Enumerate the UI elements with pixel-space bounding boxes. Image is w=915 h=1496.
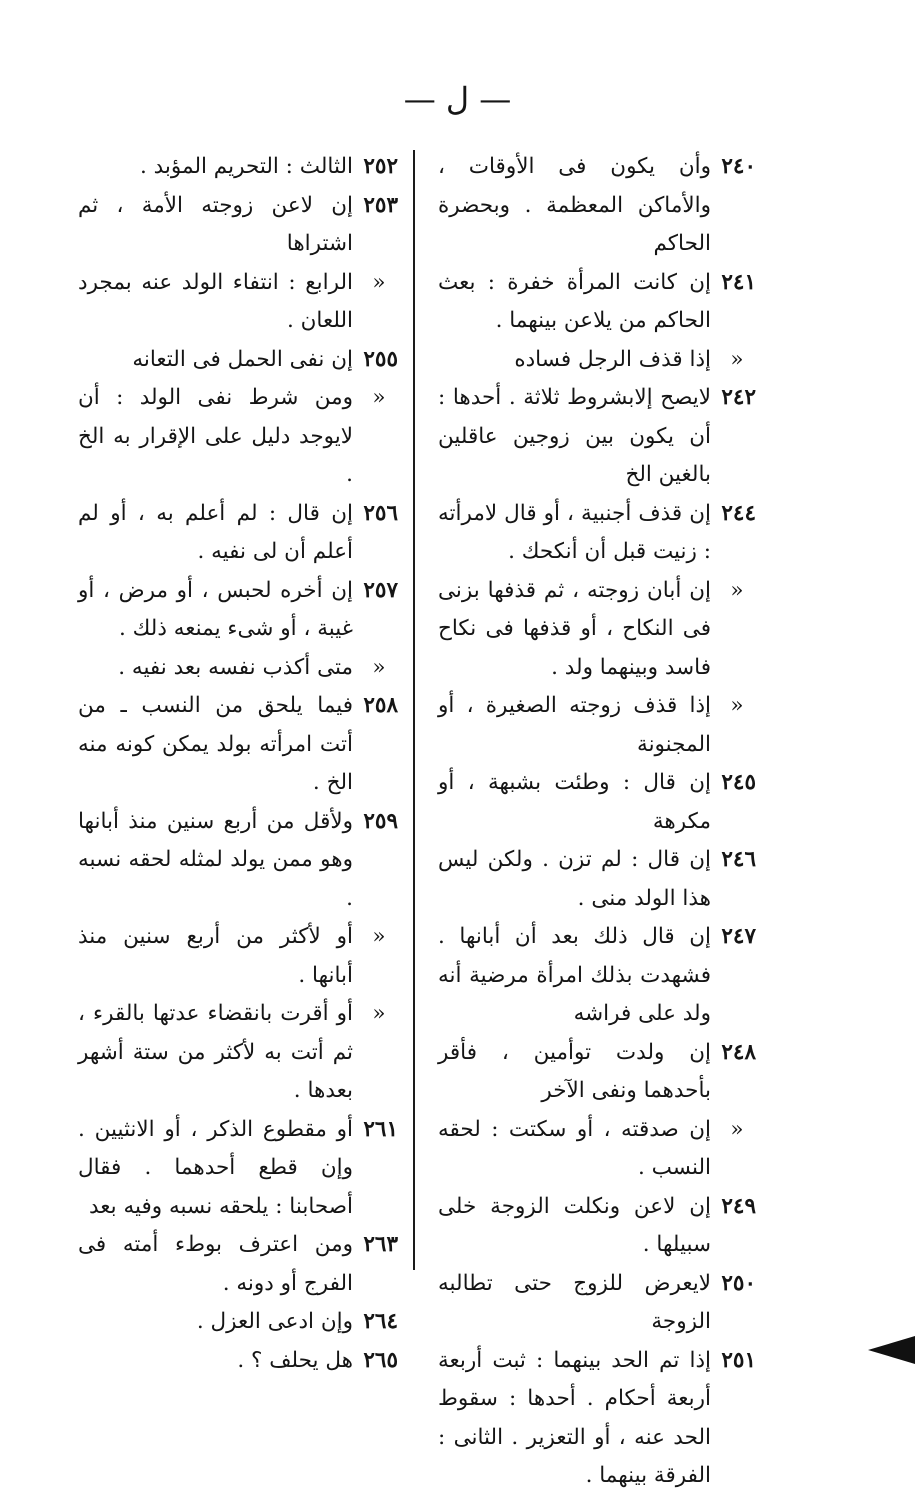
entry-number: ٢٤٥ bbox=[721, 770, 756, 795]
entry-number: ٢٤٢ bbox=[721, 385, 756, 410]
entry-text: ومن شرط نفى الولد : أن لايوجد دليل على الإقرار به الخ . bbox=[78, 385, 353, 487]
entry-number: ٢٦٣ bbox=[363, 1232, 398, 1257]
entry-number: ٢٤٨ bbox=[721, 1039, 756, 1065]
ditto-mark: « bbox=[730, 346, 744, 372]
entry-text: إن لاعن زوجته الأمة ، ثم اشتراها bbox=[78, 192, 353, 256]
ditto-mark: « bbox=[372, 269, 386, 295]
entry-text: فيما يلحق من النسب ـ من أتت امرأته بولد يمكن كونه منه الخ . bbox=[78, 693, 353, 795]
entry-256 bbox=[78, 495, 398, 572]
entry-text: إذا قذف زوجته الصغيرة ، أو المجنونة bbox=[438, 693, 711, 757]
entry-number: ٢٥٩ bbox=[363, 808, 398, 834]
ditto-mark: « bbox=[372, 1001, 386, 1026]
entry-253-ditto bbox=[78, 264, 398, 341]
entry-number: ٢٥٥ bbox=[363, 346, 398, 372]
entry-number: ٢٥٣ bbox=[363, 192, 398, 218]
entry-248-ditto bbox=[438, 1111, 756, 1188]
entry-number: ٢٥٦ bbox=[363, 500, 398, 526]
entry-245 bbox=[438, 764, 756, 841]
entry-text: أو أقرت بانقضاء عدتها بالقرء ، ثم أتت به لأكثر من ستة أشهر بعدها . bbox=[78, 1001, 353, 1103]
entry-text: إن قال ذلك بعد أن أبانها . فشهدت بذلك امرأة مرضية أنه ولد على فراشه bbox=[438, 924, 711, 1026]
entry-text: وإن ادعى العزل . bbox=[196, 1309, 353, 1334]
entry-number: ٢٥٨ bbox=[363, 693, 398, 718]
entry-248 bbox=[438, 1034, 756, 1111]
entry-number: ٢٥٠ bbox=[721, 1270, 756, 1296]
entry-241-ditto bbox=[438, 341, 756, 380]
entry-number: ٢٥٧ bbox=[363, 577, 398, 603]
entry-text: هل يحلف ؟ . bbox=[237, 1347, 353, 1373]
entry-text: إن قال : وطئت بشبهة ، أو مكرهة bbox=[438, 770, 711, 834]
entry-number: ٢٤٦ bbox=[721, 847, 756, 872]
entry-text: الثالث : التحريم المؤبد . bbox=[139, 154, 353, 179]
entry-text: وأن يكون فى الأوقات ، والأماكن المعظمة . وبحضرة الحاكم bbox=[438, 154, 711, 256]
ditto-mark: « bbox=[730, 693, 744, 718]
entry-text: إن لاعن ونكلت الزوجة خلى سبيلها . bbox=[438, 1193, 711, 1257]
entry-text: إذا قذف الرجل فساده bbox=[514, 346, 711, 372]
entry-244-ditto-2 bbox=[438, 687, 756, 764]
entry-255-ditto bbox=[78, 379, 398, 495]
entry-text: إن كانت المرأة خفرة : بعث الحاكم من يلاعن بينهما . bbox=[438, 269, 711, 333]
entry-253 bbox=[78, 187, 398, 264]
entry-241 bbox=[438, 264, 756, 341]
entry-text: أو لأكثر من أربع سنين منذ أبانها . bbox=[78, 924, 353, 988]
entry-text: إن نفى الحمل فى التعانه bbox=[132, 346, 353, 372]
entry-251 bbox=[438, 1342, 756, 1496]
entry-263 bbox=[78, 1226, 398, 1303]
entry-number: ٢٦٥ bbox=[363, 1347, 398, 1373]
entry-text: إن ولدت توأمين ، فأقر بأحدهما ونفى الآخر bbox=[438, 1039, 711, 1103]
entry-number: ٢٤٤ bbox=[721, 500, 756, 526]
entry-text: ومن اعترف بوطء أمته فى الفرج أو دونه . bbox=[78, 1232, 353, 1296]
ditto-mark: « bbox=[730, 577, 744, 603]
entry-257 bbox=[78, 572, 398, 649]
entry-261 bbox=[78, 1111, 398, 1227]
entry-text: إن قال : لم أعلم به ، أو لم أعلم أن لى نفيه . bbox=[78, 500, 353, 564]
ditto-mark: « bbox=[372, 924, 386, 949]
entry-number: ٢٤٠ bbox=[721, 154, 756, 179]
entry-text: إن صدقته ، أو سكتت : لحقه النسب . bbox=[438, 1116, 711, 1180]
ditto-mark: « bbox=[372, 654, 386, 680]
entry-text: أو مقطوع الذكر ، أو الانثيين . وإن قطع أحدهما . فقال أصحابنا : يلحقه نسبه وفيه بعد bbox=[78, 1116, 353, 1219]
entry-text: إذا تم الحد بينهما : ثبت أربعة أربعة أحكام . أحدها : سقوط الحد عنه ، أو التعزير . الثانى : الفرقة بينهما . bbox=[438, 1347, 711, 1488]
entry-text: إن قال : لم تزن . ولكن ليس هذا الولد منى . bbox=[438, 847, 711, 911]
entry-252 bbox=[78, 148, 398, 187]
entry-number: ٢٤٩ bbox=[721, 1193, 756, 1219]
entry-number: ٢٤٧ bbox=[721, 924, 756, 949]
entry-text: إن أخره لحبس ، أو مرض ، أو غيبة ، أو شىء يمنعه ذلك . bbox=[78, 577, 353, 641]
entry-number: ٢٤١ bbox=[721, 269, 756, 295]
entry-246 bbox=[438, 841, 756, 918]
entry-244 bbox=[438, 495, 756, 572]
entry-text: الرابع : انتفاء الولد عنه بمجرد اللعان . bbox=[78, 269, 353, 333]
entry-259 bbox=[78, 803, 398, 919]
entry-249 bbox=[438, 1188, 756, 1265]
column-divider bbox=[413, 150, 415, 1270]
entry-text: لايعرض للزوج حتى تطالبه الزوجة bbox=[438, 1270, 711, 1334]
entry-257-ditto bbox=[78, 649, 398, 688]
entry-247 bbox=[438, 918, 756, 1034]
entry-number: ٢٦٤ bbox=[363, 1309, 398, 1334]
entry-242 bbox=[438, 379, 756, 495]
right-column bbox=[438, 148, 756, 1496]
entry-244-ditto-1 bbox=[438, 572, 756, 688]
entry-240 bbox=[438, 148, 756, 264]
corner-scan-mark bbox=[868, 1336, 915, 1364]
entry-264 bbox=[78, 1303, 398, 1342]
entry-number: ٢٥٢ bbox=[363, 154, 398, 179]
entry-text: متى أكذب نفسه بعد نفيه . bbox=[118, 654, 353, 680]
page-number: — ل — bbox=[403, 80, 512, 118]
entry-text: إن أبان زوجته ، ثم قذفها بزنى فى النكاح ، أو قذفها فى نكاح فاسد وبينهما ولد . bbox=[438, 577, 711, 680]
entry-255 bbox=[78, 341, 398, 380]
entry-text: إن قذف أجنبية ، أو قال لامرأته : زنيت قبل أن أنكحك . bbox=[438, 500, 711, 564]
ditto-mark: « bbox=[730, 1116, 744, 1142]
entry-259-ditto-2 bbox=[78, 995, 398, 1111]
entry-258 bbox=[78, 687, 398, 803]
entry-text: لايصح إلابشروط ثلاثة . أحدها : أن يكون بين زوجين عاقلين بالغين الخ bbox=[438, 385, 711, 487]
entry-text: ولأقل من أربع سنين منذ أبانها وهو ممن يولد لمثله لحقه نسبه . bbox=[78, 808, 353, 911]
entry-number: ٢٦١ bbox=[363, 1116, 398, 1142]
left-column bbox=[78, 148, 398, 1380]
entry-265 bbox=[78, 1342, 398, 1381]
entry-number: ٢٥١ bbox=[721, 1347, 756, 1373]
entry-259-ditto-1 bbox=[78, 918, 398, 995]
ditto-mark: « bbox=[372, 385, 386, 410]
entry-250 bbox=[438, 1265, 756, 1342]
